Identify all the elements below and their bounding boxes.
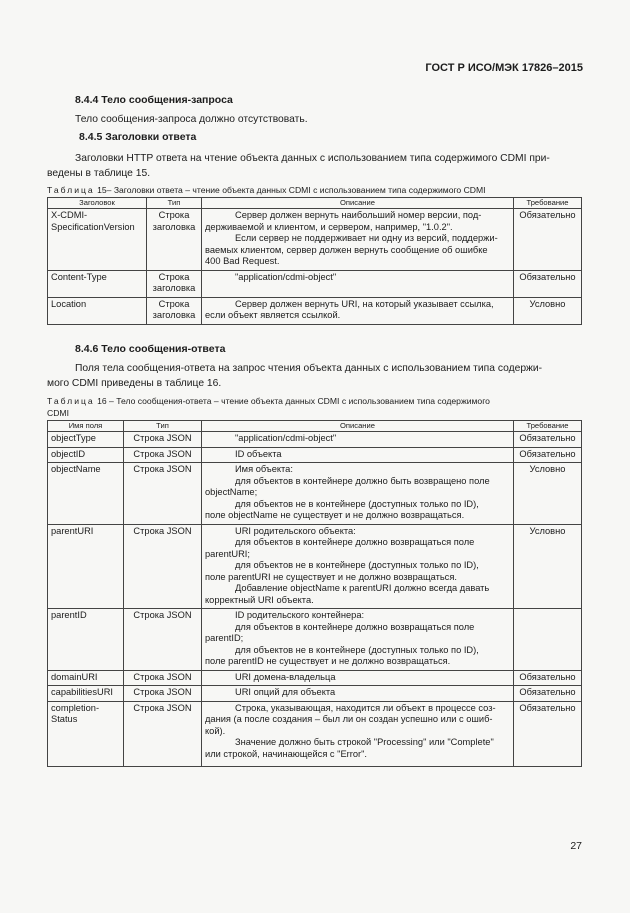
cell-desc: URI домена-владельца xyxy=(202,670,514,686)
table-row xyxy=(48,463,582,525)
cell-req: Обязательно xyxy=(514,686,582,702)
table15-caption-text: 15– Заголовки ответа – чтение объекта данных CDMI с использованием типа содержимого CDMI xyxy=(94,185,486,195)
section-844-text: Тело сообщения-запроса должно отсутствовать. xyxy=(75,114,308,125)
cell-type: Строка JSON xyxy=(124,670,202,686)
cell-req: Обязательно xyxy=(514,447,582,463)
table16-header-type: Тип xyxy=(124,421,202,432)
cell-type: Строка JSON xyxy=(124,609,202,671)
section-846-title: 8.4.6 Тело сообщения-ответа xyxy=(75,343,226,355)
cell-type: Строка JSON xyxy=(124,701,202,767)
section-845-text-line1: Заголовки HTTP ответа на чтение объекта данных с использованием типа содержимого CDMI при- xyxy=(75,153,550,164)
cell-type: Строка заголовка xyxy=(147,297,202,324)
table-row xyxy=(48,686,582,702)
cell-req: Обязательно xyxy=(514,701,582,767)
table16-header-desc: Описание xyxy=(202,421,514,432)
cell-type: Строка JSON xyxy=(124,524,202,609)
cell-name: objectType xyxy=(48,432,124,448)
table15-header-desc: Описание xyxy=(202,198,514,209)
table-row xyxy=(48,432,582,448)
table-row xyxy=(48,701,582,767)
cell-req: Условно xyxy=(514,463,582,525)
cell-type: Строка JSON xyxy=(124,447,202,463)
table15-header-row xyxy=(48,198,582,209)
cell-name: capabilitiesURI xyxy=(48,686,124,702)
cell-type: Строка заголовка xyxy=(147,209,202,271)
section-846-text-line2: мого CDMI приведены в таблице 16. xyxy=(47,378,222,389)
table-row xyxy=(48,270,582,297)
cell-req: Обязательно xyxy=(514,209,582,271)
document-header: ГОСТ Р ИСО/МЭК 17826–2015 xyxy=(425,62,583,74)
cell-name: objectID xyxy=(48,447,124,463)
cell-name: objectName xyxy=(48,463,124,525)
cell-req: Обязательно xyxy=(514,270,582,297)
cell-desc: Сервер должен вернуть URI, на который указывает ссылка, если объект является ссылкой. xyxy=(202,297,514,324)
table-row xyxy=(48,670,582,686)
page-number: 27 xyxy=(570,840,582,852)
table16-caption-prefix: Таблица xyxy=(47,396,95,406)
table16-header-row xyxy=(48,421,582,432)
cell-type: Строка заголовка xyxy=(147,270,202,297)
cell-name: completion- Status xyxy=(48,701,124,767)
cell-desc: Имя объекта: для объектов в контейнере должно быть возвращено поле objectName; для объектов не в контейнере (доступных только по ID), поле objectName не существует и не должно возвращаться. xyxy=(202,463,514,525)
cell-req: Условно xyxy=(514,524,582,609)
table-15 xyxy=(47,197,582,325)
cell-name: parentID xyxy=(48,609,124,671)
table15-caption xyxy=(47,184,486,196)
table16-caption-text: 16 – Тело сообщения-ответа – чтение объекта данных CDMI с использованием типа содержимого xyxy=(94,396,490,406)
table16-caption xyxy=(47,395,582,419)
cell-req: Обязательно xyxy=(514,432,582,448)
cell-name: domainURI xyxy=(48,670,124,686)
cell-name: Location xyxy=(48,297,147,324)
cell-desc: ID родительского контейнера: для объектов в контейнере должно возвращаться поле parentID; для объектов не в контейнере (доступных только по ID), поле parentID не существует и не должно возвращаться. xyxy=(202,609,514,671)
section-845-text-line2: ведены в таблице 15. xyxy=(47,168,151,179)
cell-desc: Строка, указывающая, находится ли объект в процессе соз- дания (а после создания – был ли он создан успешно или с ошиб- кой). Значение должно быть строкой "Processing" или "Complete" или строкой, начинающейся с "Error". xyxy=(202,701,514,767)
cell-desc: URI опций для объекта xyxy=(202,686,514,702)
cell-type: Строка JSON xyxy=(124,432,202,448)
cell-req: Обязательно xyxy=(514,670,582,686)
table-row xyxy=(48,609,582,671)
table-row xyxy=(48,447,582,463)
cell-req: Условно xyxy=(514,297,582,324)
cell-desc: Сервер должен вернуть наибольший номер версии, под- держиваемой и клиентом, и сервером, например, "1.0.2". Если сервер не поддерживает ни одну из версий, поддержи- ваемых клиентом, сервер должен вернуть сообщение об ошибке 400 Bad Request. xyxy=(202,209,514,271)
table-row xyxy=(48,209,582,271)
cell-desc: URI родительского объекта: для объектов в контейнере должно возвращаться поле parentURI; для объектов не в контейнере (доступных только по ID), поле parentURI не существует и не должно возвращаться. Добавление objectName к parentURI должно всегда давать корректный URI объекта. xyxy=(202,524,514,609)
table16-header-req: Требование xyxy=(514,421,582,432)
cell-name: parentURI xyxy=(48,524,124,609)
cell-desc: "application/cdmi-object" xyxy=(202,432,514,448)
table15-header-type: Тип xyxy=(147,198,202,209)
table15-header-name: Заголовок xyxy=(48,198,147,209)
table-16 xyxy=(47,420,582,767)
table15-caption-prefix: Таблица xyxy=(47,185,95,195)
cell-name: X-CDMI- SpecificationVersion xyxy=(48,209,147,271)
cell-desc: "application/cdmi-object" xyxy=(202,270,514,297)
table-row xyxy=(48,297,582,324)
cell-name: Content-Type xyxy=(48,270,147,297)
cell-desc: ID объекта xyxy=(202,447,514,463)
table16-header-name: Имя поля xyxy=(48,421,124,432)
table15-header-req: Требование xyxy=(514,198,582,209)
table-row xyxy=(48,524,582,609)
section-845-title: 8.4.5 Заголовки ответа xyxy=(79,131,197,143)
cell-type: Строка JSON xyxy=(124,463,202,525)
section-846-text-line1: Поля тела сообщения-ответа на запрос чтения объекта данных с использованием типа содержи- xyxy=(75,363,543,374)
section-844-title: 8.4.4 Тело сообщения-запроса xyxy=(75,94,233,106)
table16-caption-line2: CDMI xyxy=(47,408,69,418)
cell-type: Строка JSON xyxy=(124,686,202,702)
cell-req xyxy=(514,609,582,671)
